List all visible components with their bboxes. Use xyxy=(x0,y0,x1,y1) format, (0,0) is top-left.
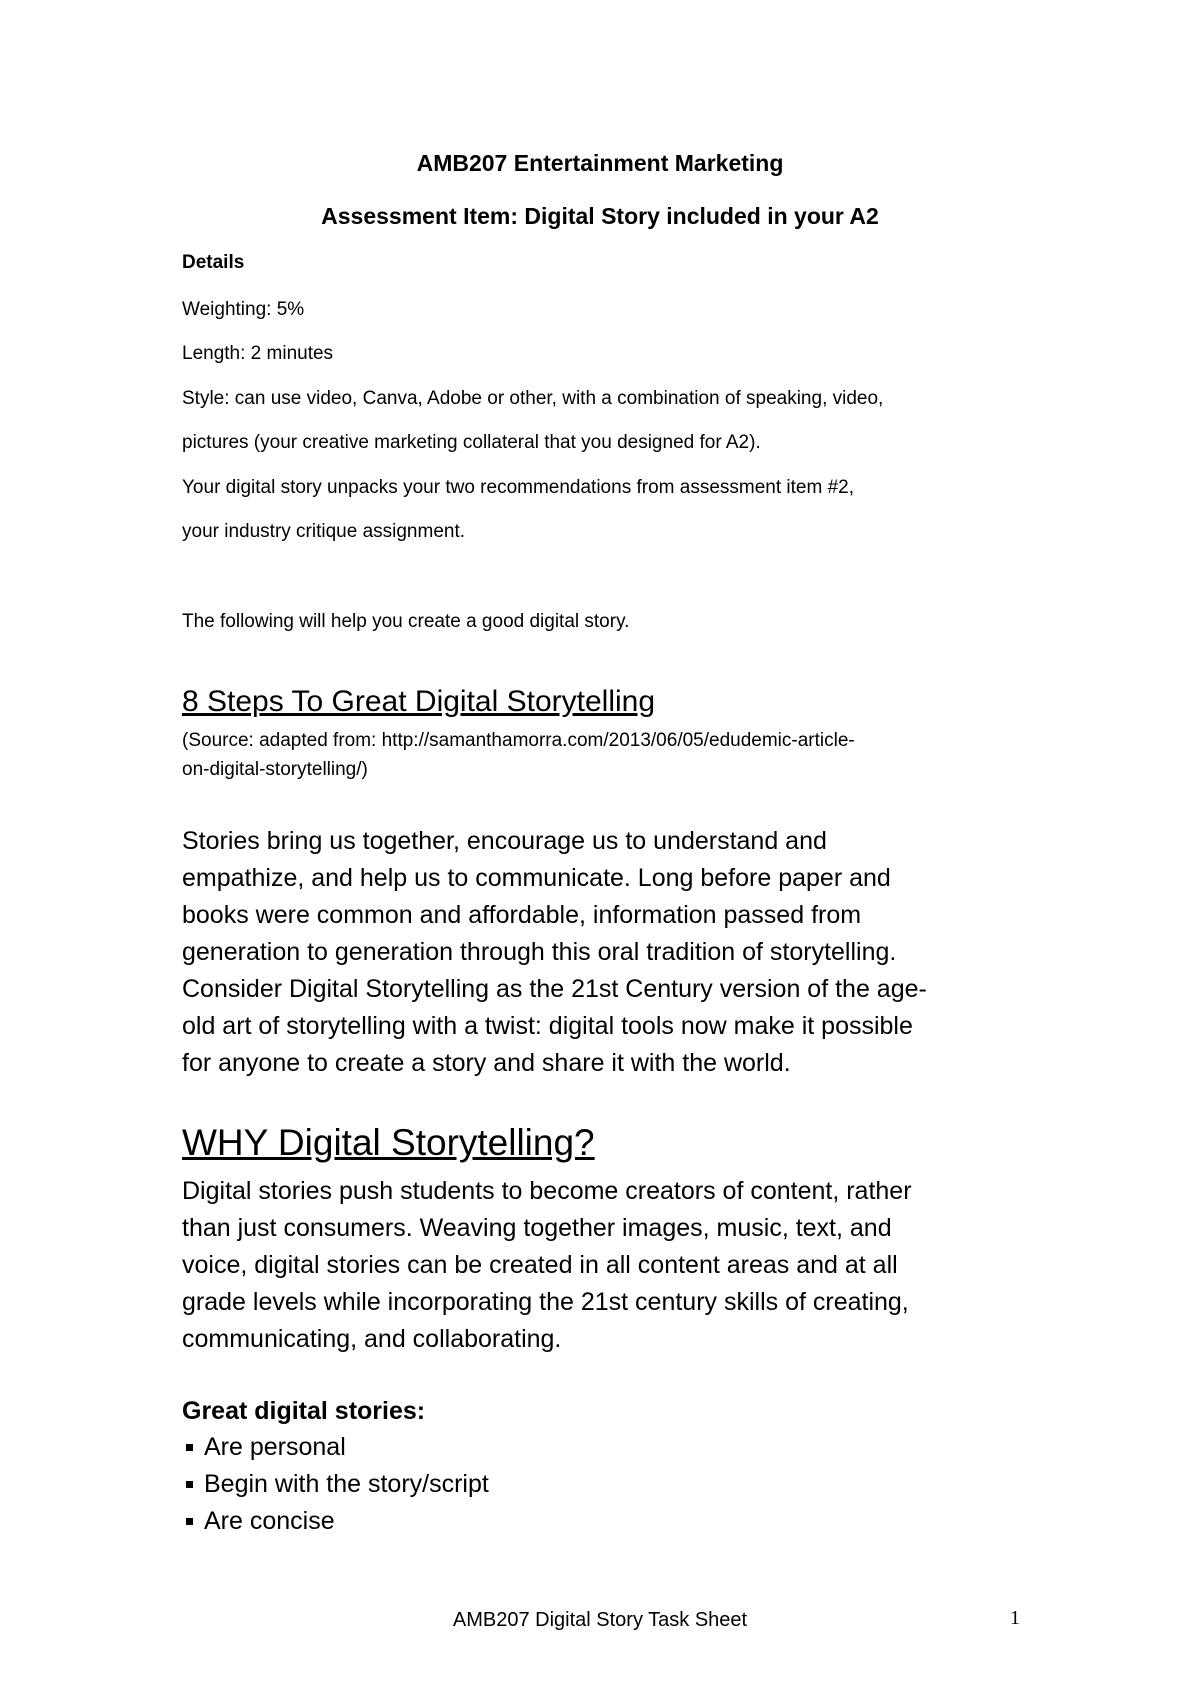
list-item-label: Are concise xyxy=(204,1507,335,1535)
weighting-text: Weighting: 5% xyxy=(182,299,305,320)
why-paragraph-line: voice, digital stories can be created in all content areas and at all xyxy=(182,1251,898,1279)
steps-heading: 8 Steps To Great Digital Storytelling xyxy=(182,685,656,718)
steps-paragraph-line: Stories bring us together, encourage us to understand and xyxy=(182,827,827,855)
document-title: AMB207 Entertainment Marketing xyxy=(416,150,784,176)
list-item xyxy=(182,1503,489,1540)
list-item-label: Are personal xyxy=(204,1433,346,1461)
great-stories-heading: Great digital stories: xyxy=(182,1397,426,1425)
steps-paragraph-line: generation to generation through this oral tradition of storytelling. xyxy=(182,938,897,966)
square-bullet-icon xyxy=(186,1481,193,1488)
list-item-label: Begin with the story/script xyxy=(204,1470,489,1498)
length-text: Length: 2 minutes xyxy=(182,343,334,364)
steps-paragraph-line: books were common and affordable, information passed from xyxy=(182,901,862,929)
why-paragraph-line: communicating, and collaborating. xyxy=(182,1325,562,1353)
why-heading: WHY Digital Storytelling? xyxy=(182,1122,595,1163)
style-text-line-1: Style: can use video, Canva, Adobe or other, with a combination of speaking, video, xyxy=(182,388,884,409)
why-paragraph-line: Digital stories push students to become creators of content, rather xyxy=(182,1177,912,1205)
list-item xyxy=(182,1466,489,1503)
great-stories-list xyxy=(182,1429,489,1540)
document-subtitle: Assessment Item: Digital Story included in your A2 xyxy=(321,203,879,229)
square-bullet-icon xyxy=(186,1518,193,1525)
page-number: 1 xyxy=(1010,1607,1020,1629)
steps-paragraph-line: empathize, and help us to communicate. Long before paper and xyxy=(182,864,891,892)
steps-paragraph xyxy=(182,823,927,1082)
why-paragraph-line: than just consumers. Weaving together images, music, text, and xyxy=(182,1214,892,1242)
page-footer: AMB207 Digital Story Task Sheet xyxy=(452,1609,748,1631)
help-text: The following will help you create a good digital story. xyxy=(182,611,630,632)
why-paragraph xyxy=(182,1173,912,1358)
why-paragraph-line: grade levels while incorporating the 21st century skills of creating, xyxy=(182,1288,909,1316)
steps-paragraph-line: for anyone to create a story and share it with the world. xyxy=(182,1049,791,1077)
steps-paragraph-line: old art of storytelling with a twist: digital tools now make it possible xyxy=(182,1012,913,1040)
steps-paragraph-line: Consider Digital Storytelling as the 21st Century version of the age- xyxy=(182,975,927,1003)
source-line-2: on-digital-storytelling/) xyxy=(182,759,368,780)
details-heading: Details xyxy=(182,252,245,273)
story-text-line-2: your industry critique assignment. xyxy=(182,521,466,542)
story-text-line-1: Your digital story unpacks your two recommendations from assessment item #2, xyxy=(182,477,854,498)
list-item xyxy=(182,1429,489,1466)
square-bullet-icon xyxy=(186,1444,193,1451)
source-line-1: (Source: adapted from: http://samanthamorra.com/2013/06/05/edudemic-article- xyxy=(182,730,855,751)
style-text-line-2: pictures (your creative marketing collateral that you designed for A2). xyxy=(182,432,761,453)
